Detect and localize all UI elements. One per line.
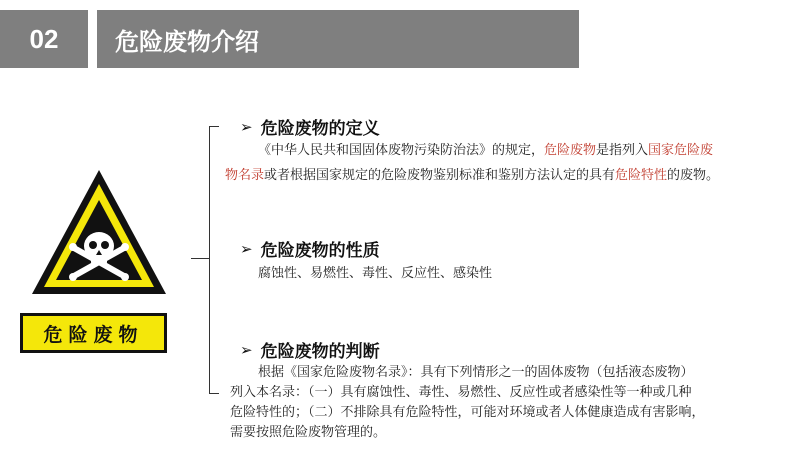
arrow-right-icon: ➢ — [240, 340, 253, 359]
judgment-heading — [240, 337, 380, 362]
judgment-heading-text: 危险废物的判断 — [260, 342, 380, 362]
definition-text: 或者根据国家规定的危险废物鉴别标准和鉴别方法认定的具有 — [264, 168, 616, 183]
page-title-text: 危险废物介绍 — [115, 27, 259, 56]
arrow-right-icon: ➢ — [240, 117, 253, 136]
highlight-text: 危险废物 — [544, 143, 597, 158]
definition-line-1 — [258, 139, 713, 162]
judgment-line-2: 列入本名录：（一）具有腐蚀性、毒性、易燃性、反应性或者感染性等一种或几种 — [230, 385, 692, 400]
properties-text: 腐蚀性、易燃性、毒性、反应性、感染性 — [258, 266, 493, 281]
arrow-right-icon: ➢ — [240, 239, 253, 258]
highlight-text: 危险特性 — [615, 168, 668, 183]
properties-heading — [240, 236, 380, 261]
page-title — [97, 10, 579, 68]
definition-line-2 — [225, 164, 719, 187]
judgment-line-3: 危险特性的；（二）不排除具有危险特性，可能对环境或者人体健康造成有害影响， — [230, 405, 705, 420]
highlight-text: 物名录 — [225, 168, 265, 183]
definition-text: 《中华人民共和国固体废物污染防治法》的规定， — [258, 143, 545, 158]
skull-crossbones-warning-icon — [28, 166, 170, 298]
bracket-middle — [191, 258, 209, 259]
hazard-sign-label-text: 危险废物 — [43, 323, 144, 346]
bracket-line — [209, 126, 210, 394]
definition-heading — [240, 114, 380, 139]
definition-heading-text: 危险废物的定义 — [260, 119, 380, 139]
definition-text: 是指列入 — [596, 143, 649, 158]
section-number — [0, 10, 88, 68]
bracket-top — [209, 126, 219, 127]
judgment-line-1: 根据《国家危险废物名录》：具有下列情形之一的固体废物（包括液态废物） — [258, 365, 694, 380]
hazard-sign-label — [20, 313, 167, 353]
properties-heading-text: 危险废物的性质 — [260, 241, 380, 261]
judgment-line-4: 需要按照危险废物管理的。 — [230, 425, 387, 440]
section-number-text: 02 — [29, 23, 59, 54]
highlight-text: 国家危险废 — [648, 143, 714, 158]
definition-text: 的废物。 — [667, 168, 720, 183]
bracket-bottom — [209, 393, 219, 394]
